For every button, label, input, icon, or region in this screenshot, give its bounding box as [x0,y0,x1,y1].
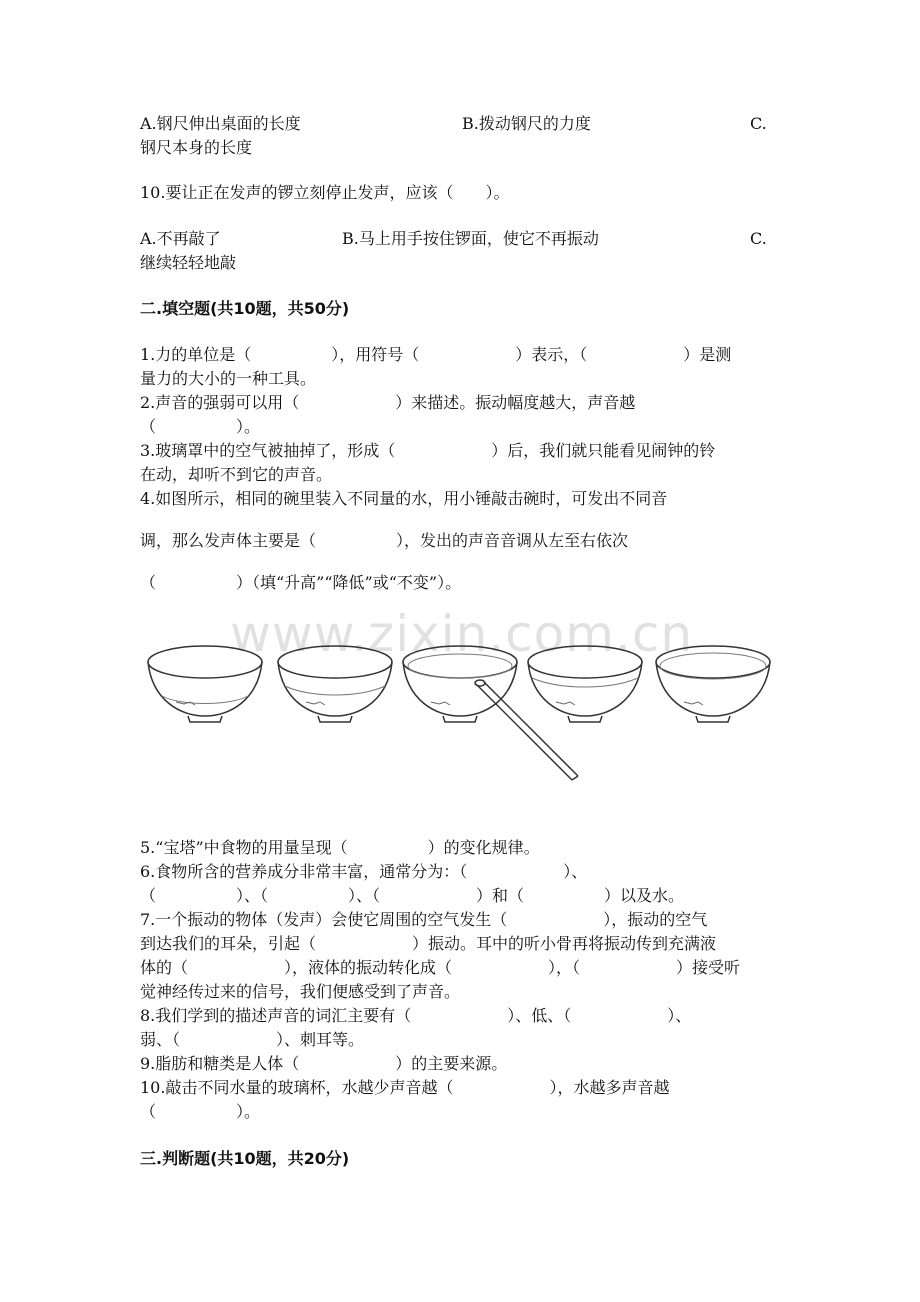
bowl-2 [278,646,392,722]
q10-option-b: B.马上用手按住锣面，使它不再振动 [342,229,599,248]
fill-line: 到达我们的耳朵，引起（ ）振动。耳中的听小骨再将振动传到充满液 [140,934,717,953]
q10-stem: 10.要让正在发声的锣立刻停止发声，应该（ ）。 [140,183,510,202]
q10-option-c-cont: 继续轻轻地敲 [140,253,237,272]
fill-line: 觉神经传过来的信号，我们便感受到了声音。 [140,982,461,1001]
fill-line: （ ）。 [140,1102,261,1121]
fill-line: 10.敲击不同水量的玻璃杯，水越少声音越（ ），水越多声音越 [140,1078,670,1097]
fill-line: 3.玻璃罩中的空气被抽掉了，形成（ ）后，我们就只能看见闹钟的铃 [140,441,716,460]
q9-option-b: B.拨动钢尺的力度 [462,114,591,133]
fill-line: 体的（ ），液体的振动转化成（ ），（ ）接受听 [140,958,741,977]
fill-line: 6.食物所含的营养成分非常丰富，通常分为：（ ）、 [140,862,588,881]
section-title-true-false: 三.判断题(共10题，共20分) [140,1149,350,1168]
bowl-1 [148,646,262,722]
fill-line: 8.我们学到的描述声音的词汇主要有（ ）、低、（ ）、 [140,1006,692,1025]
fill-line: （ ）。 [140,417,261,436]
fill-line: 1.力的单位是（ ），用符号（ ）表示，（ ）是测 [140,345,732,364]
bowls-figure [140,630,780,790]
fill-line: （ ）（填“升高”“降低”或“不变”）。 [140,573,462,592]
fill-line: 调，那么发声体主要是（ ），发出的声音音调从左至右依次 [140,531,629,550]
fill-line: 9.脂肪和糖类是人体（ ）的主要来源。 [140,1054,508,1073]
section-title-fill-in: 二.填空题(共10题，共50分) [140,299,350,318]
bowl-3 [403,646,517,722]
fill-line: 量力的大小的一种工具。 [140,369,317,388]
fill-line: （ ）、（ ）、（ ）和（ ）以及水。 [140,886,685,905]
q9-option-c: C. [750,114,767,133]
q9-option-a: A.钢尺伸出桌面的长度 [140,114,301,133]
q9-option-c-cont: 钢尺本身的长度 [140,138,253,157]
watermark: www.zixin.com.cn [230,605,694,663]
bowl-5 [656,646,770,722]
fill-line: 弱、（ ）、刺耳等。 [140,1030,365,1049]
fill-line: 5.“宝塔”中食物的用量呈现（ ）的变化规律。 [140,838,540,857]
bowl-4 [528,646,642,722]
fill-line: 在动，却听不到它的声音。 [140,465,333,484]
q10-option-a: A.不再敲了 [140,229,221,248]
fill-line: 4.如图所示，相同的碗里装入不同量的水，用小锤敲击碗时，可发出不同音 [140,489,668,508]
fill-line: 2.声音的强弱可以用（ ）来描述。振动幅度越大，声音越 [140,393,636,412]
mallet-stick [475,680,578,780]
q10-option-c: C. [750,229,767,248]
fill-line: 7.一个振动的物体（发声）会使它周围的空气发生（ ），振动的空气 [140,910,708,929]
